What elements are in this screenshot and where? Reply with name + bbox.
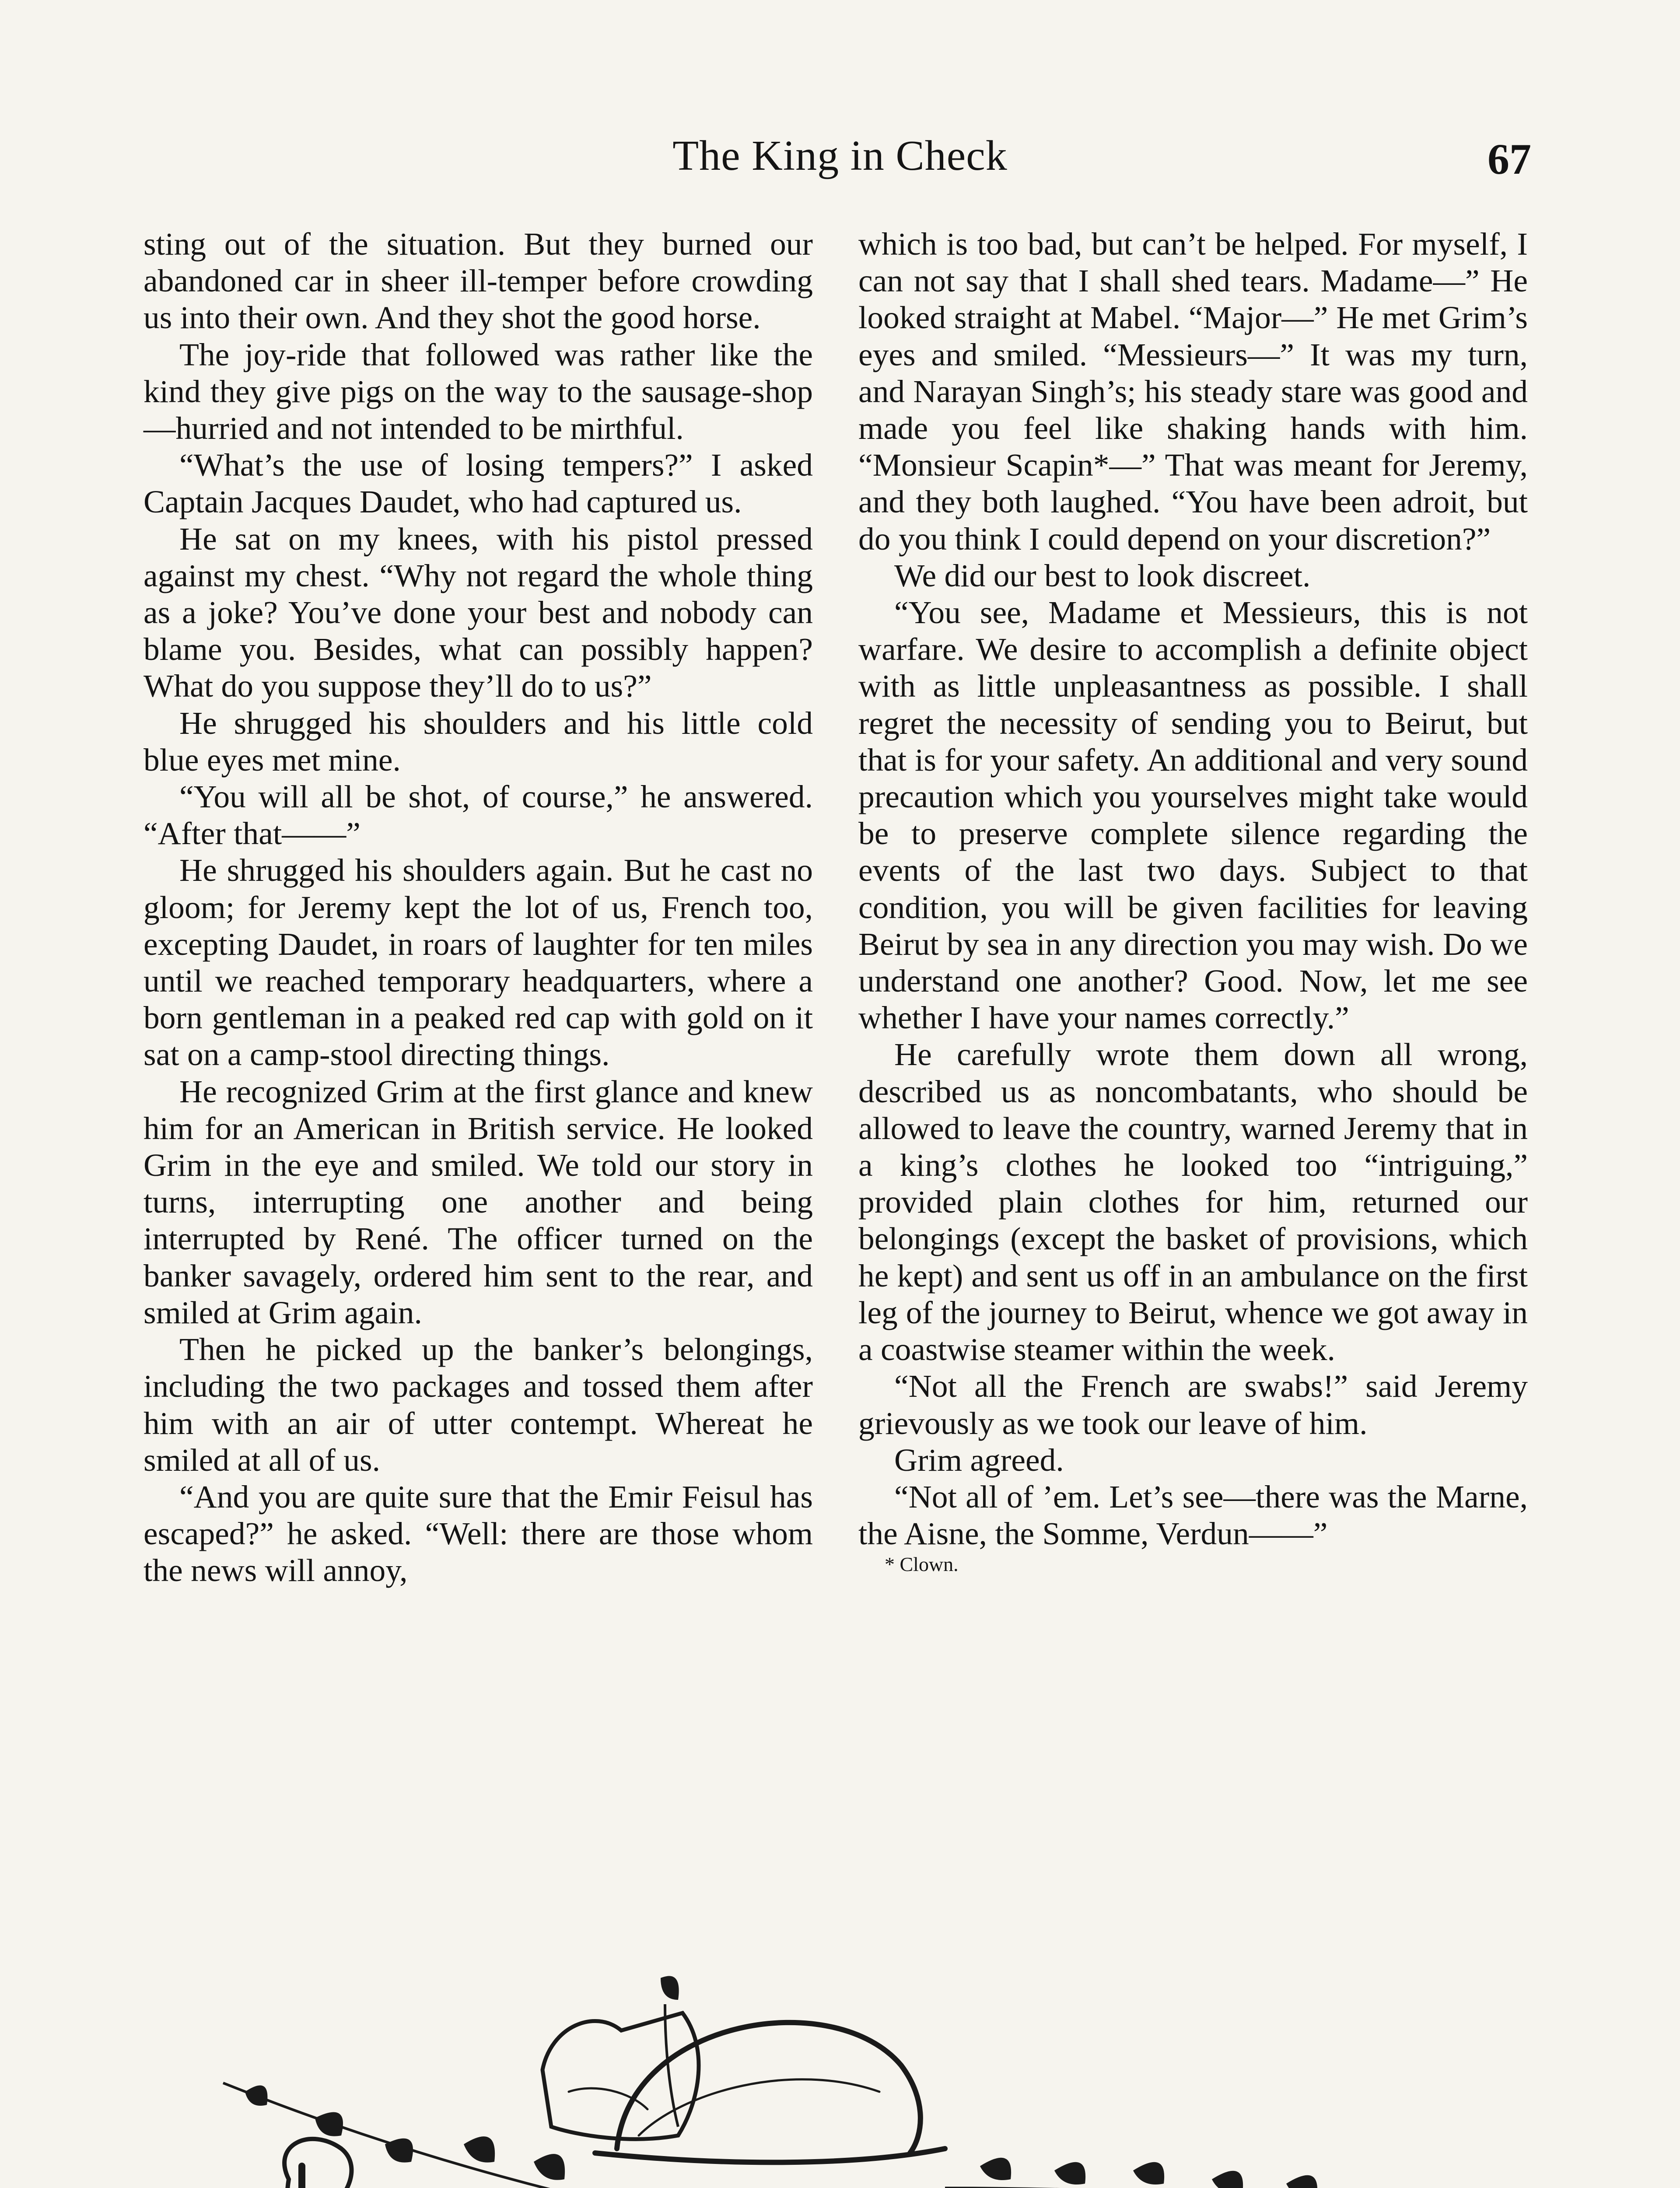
paragraph: “Not all the French are swabs!” said Jeremy grievously as we took our leave of him. <box>858 1368 1528 1441</box>
paragraph: “And you are quite sure that the Emir Feisul has escaped?” he asked. “Well: there are those whom the news will annoy, <box>144 1479 813 1588</box>
paragraph: “You see, Madame et Messieurs, this is not warfare. We desire to accomplish a definite object with as little unpleasantness as possible. I shall regret the necessity of sending you to Beirut, but that is for your safety. An additional and very sound precaution which you yourselves might take would be to preserve complete silence regarding the events of the last two days. Subject to that condition, you will be given facilities for leaving Beirut by sea in any direction you may wish. Do we understand one another? Good. Now, let me see whether I have your names correctly.” <box>858 595 1528 1036</box>
paragraph: Then he picked up the banker’s belongings, including the two packages and tossed them after him with an air of utter contempt. Whereat he smiled at all of us. <box>144 1332 813 1478</box>
footnote: * Clown. <box>885 1553 959 1576</box>
paragraph: “What’s the use of losing tempers?” I asked Captain Jacques Daudet, who had captured us. <box>144 447 813 520</box>
running-title: The King in Check <box>672 132 1008 179</box>
paragraph: “Not all of ’em. Let’s see—there was the Marne, the Aisne, the Somme, Verdun——” <box>858 1479 1528 1552</box>
left-column <box>144 226 813 1589</box>
paragraph: which is too bad, but can’t be helped. For myself, I can not say that I shall shed tears. Madame—” He looked straight at Mabel. “Major—” He met Grim’s eyes and smiled. “Messieurs—” It was my turn, and Narayan Singh’s; his steady stare was good and made you feel like shaking hands with him. “Monsieur Scapin*—” That was meant for Jeremy, and they both laughed. “You have been adroit, but do you think I could depend on your discretion?” <box>858 226 1528 557</box>
paragraph: We did our best to look discreet. <box>894 558 1311 593</box>
paragraph: He shrugged his shoulders again. But he cast no gloom; for Jeremy kept the lot of us, French too, excepting Daudet, in roars of laughter for ten miles until we reached temporary headquarters, where a born gentleman in a peaked red cap with gold on it sat on a camp-stool directing things. <box>144 852 813 1073</box>
paragraph: “You will all be shot, of course,” he answered. “After that——” <box>144 779 813 852</box>
paragraph: He recognized Grim at the first glance and knew him for an American in British service. He looked Grim in the eye and smiled. We told our story in turns, interrupting one another and being interrupted by René. The officer turned on the banker savagely, ordered him sent to the rear, and smiled at Grim again. <box>144 1073 813 1330</box>
paragraph: sting out of the situation. But they burned our abandoned car in sheer ill-temper before crowding us into their own. And they shot the good horse. <box>144 226 813 336</box>
right-column <box>858 226 1528 1577</box>
sword-helmet-laurel-ornament <box>158 1960 1514 2188</box>
page-header <box>0 131 1680 193</box>
page-number: 67 <box>1488 135 1531 183</box>
paragraph: He sat on my knees, with his pistol pressed against my chest. “Why not regard the whole thing as a joke? You’ve done your best and nobody can blame you. Besides, what can possibly happen? What do you suppose they’ll do to us?” <box>144 521 813 704</box>
paragraph: Grim agreed. <box>894 1442 1064 1478</box>
paragraph: He carefully wrote them down all wrong, described us as noncombatants, who should be allowed to leave the country, warned Jeremy that in a king’s clothes he looked too “intriguing,” provided plain clothes for him, returned our belongings (except the basket of provisions, which he kept) and sent us off in an ambulance on the first leg of the journey to Beirut, whence we got away in a coastwise steamer within the week. <box>858 1037 1528 1368</box>
paragraph: He shrugged his shoulders and his little cold blue eyes met mine. <box>144 705 813 778</box>
paragraph: The joy-ride that followed was rather like the kind they give pigs on the way to the sausage-shop—hurried and not intended to be mirthful. <box>144 337 813 446</box>
